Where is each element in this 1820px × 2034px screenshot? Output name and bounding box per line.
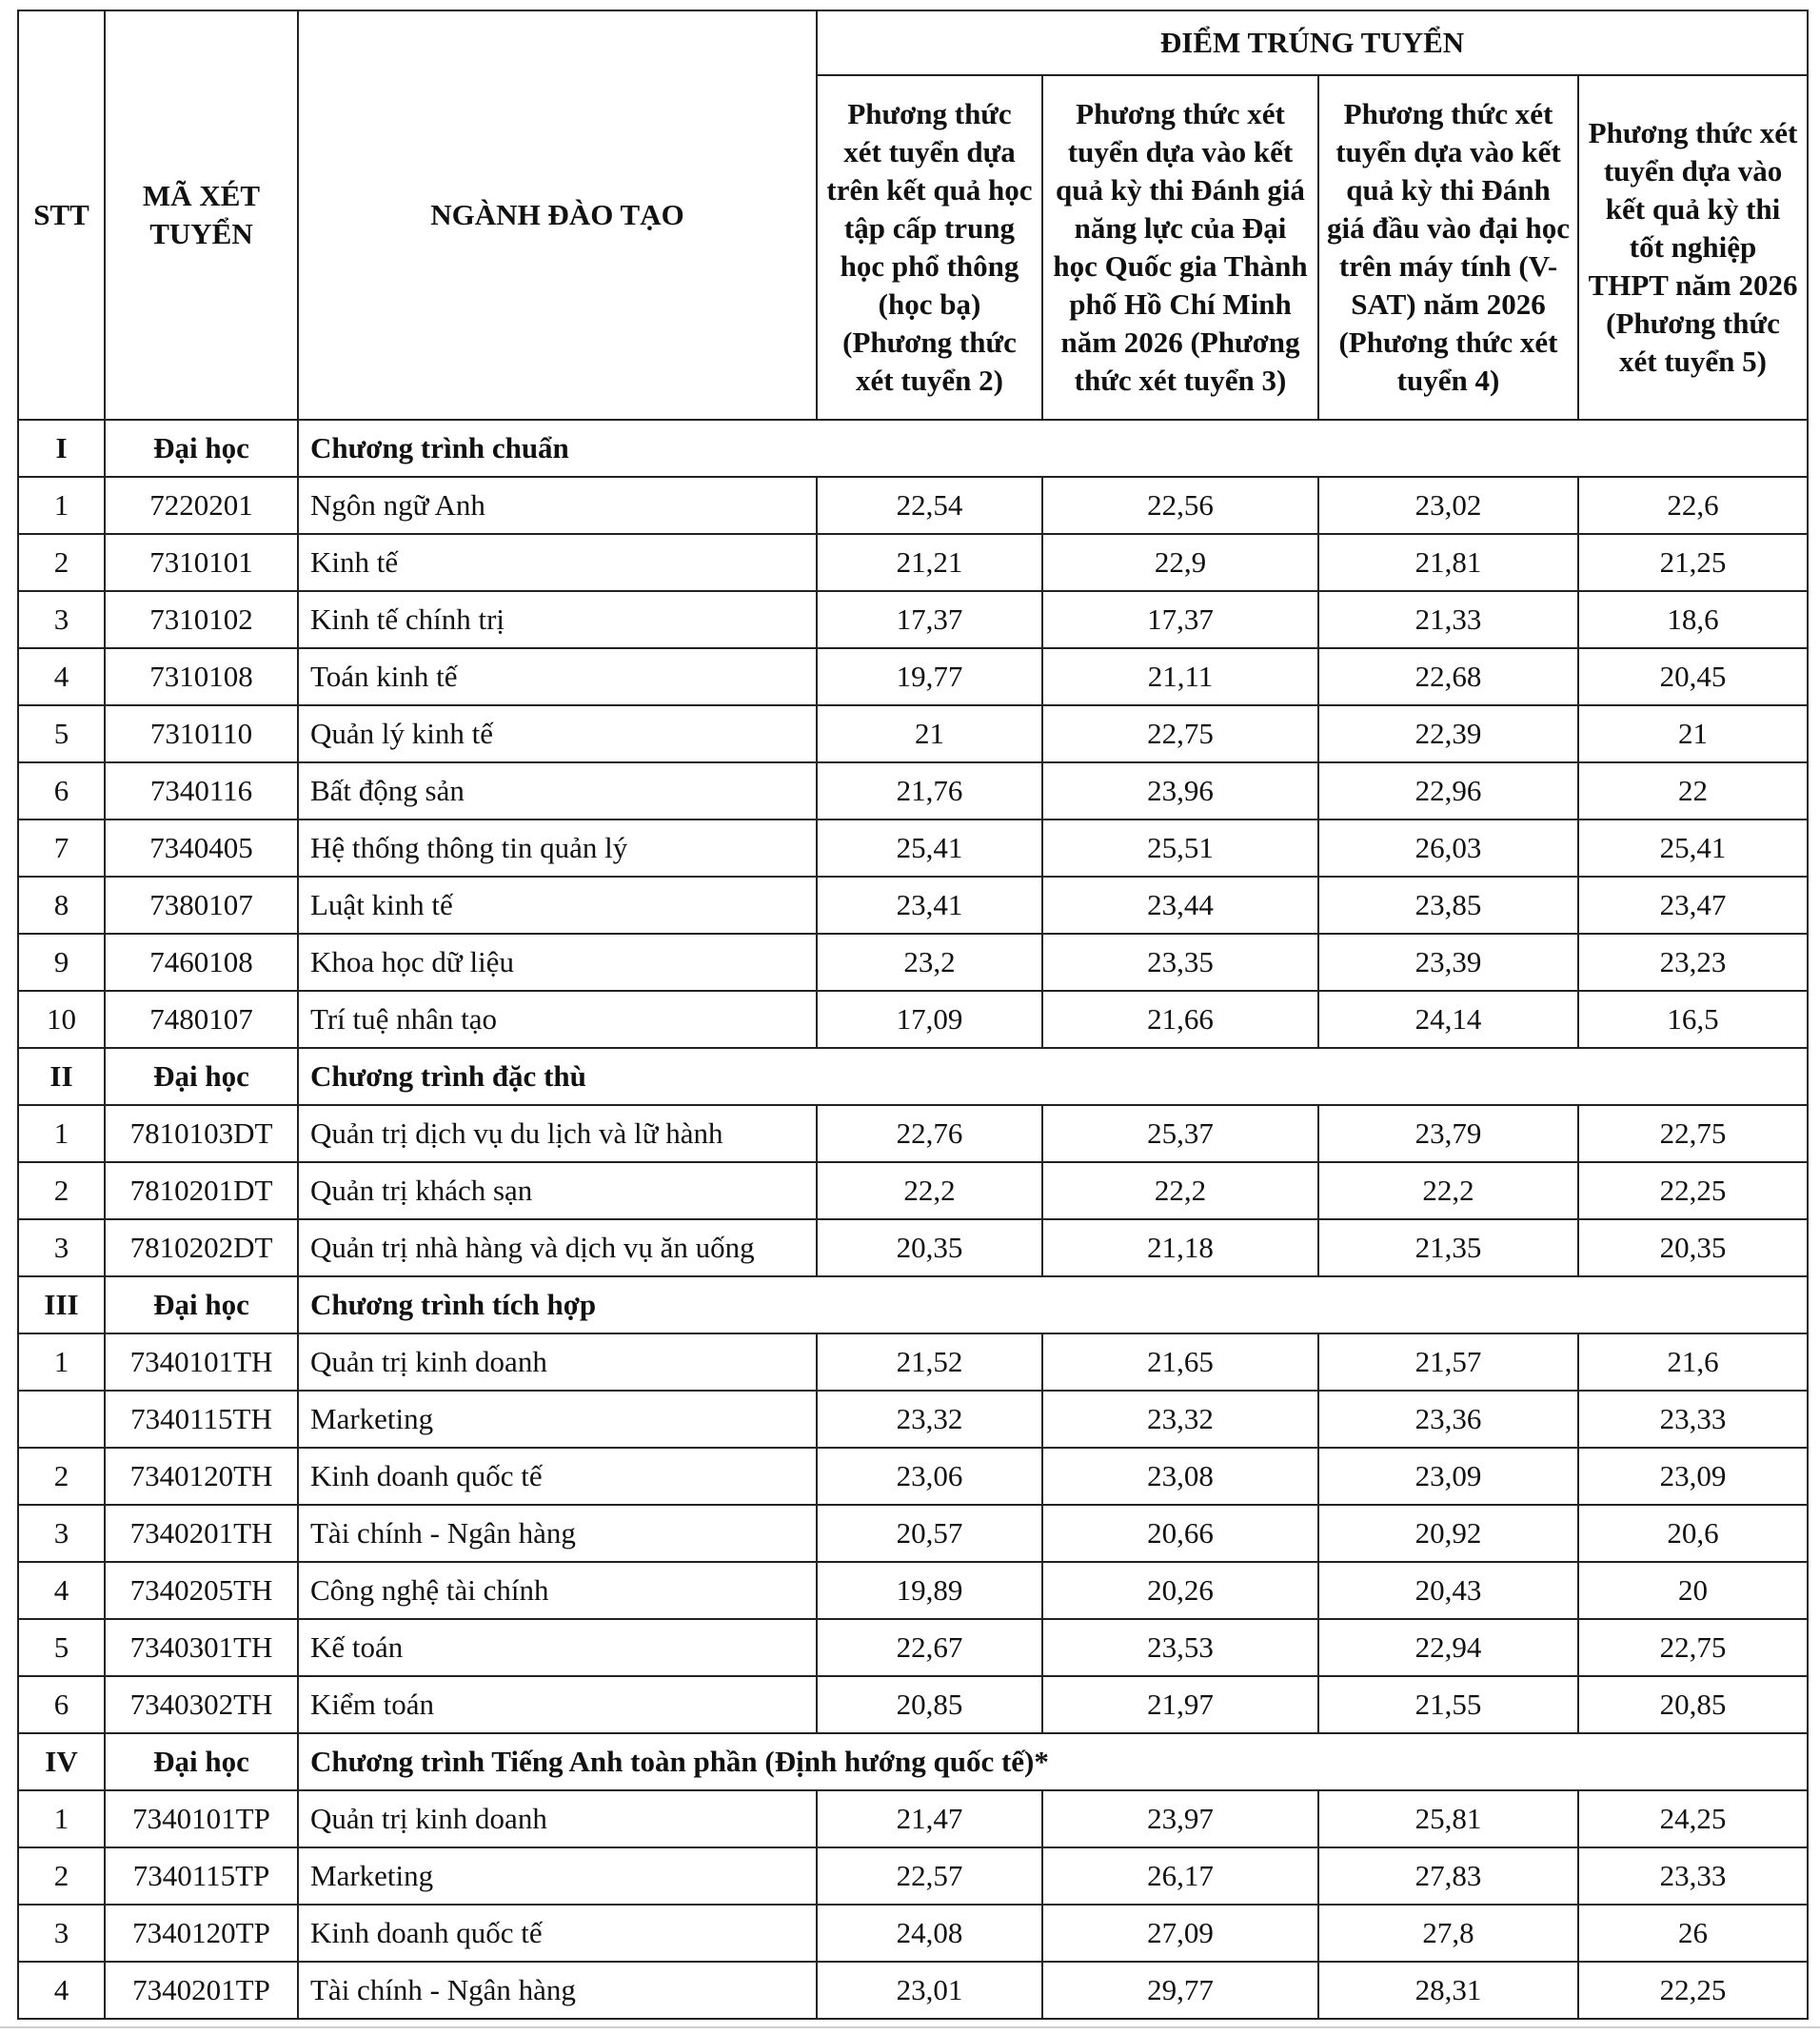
section-row	[18, 1276, 1808, 1333]
row-score-method-4: 27,83	[1318, 1847, 1578, 1905]
row-code: 7340115TP	[105, 1847, 298, 1905]
section-row	[18, 1733, 1808, 1790]
row-score-method-3: 17,37	[1042, 591, 1318, 648]
row-score-method-2: 22,76	[817, 1105, 1042, 1162]
table-row	[18, 1905, 1808, 1962]
admission-score-table	[17, 10, 1809, 2020]
row-major: Kinh tế	[298, 534, 817, 591]
row-stt: 4	[18, 1562, 105, 1619]
table-row	[18, 477, 1808, 534]
row-score-method-2: 20,85	[817, 1676, 1042, 1733]
row-score-method-5: 23,47	[1578, 877, 1808, 934]
row-score-method-5: 24,25	[1578, 1790, 1808, 1847]
table-row	[18, 934, 1808, 991]
row-score-method-4: 22,39	[1318, 705, 1578, 762]
row-stt: 3	[18, 1505, 105, 1562]
section-program: Chương trình Tiếng Anh toàn phần (Định hướng quốc tế)*	[298, 1733, 1808, 1790]
row-score-method-4: 22,68	[1318, 648, 1578, 705]
row-score-method-2: 23,41	[817, 877, 1042, 934]
row-code: 7810201DT	[105, 1162, 298, 1219]
row-major: Marketing	[298, 1847, 817, 1905]
table-row	[18, 1162, 1808, 1219]
row-score-method-5: 18,6	[1578, 591, 1808, 648]
row-major: Kiểm toán	[298, 1676, 817, 1733]
row-major: Quản trị kinh doanh	[298, 1333, 817, 1391]
header-method-4: Phương thức xét tuyển dựa vào kết quả kỳ thi Đánh giá đầu vào đại học trên máy tính (V-SAT) năm 2026 (Phương thức xét tuyển 4)	[1318, 75, 1578, 420]
row-score-method-4: 23,36	[1318, 1391, 1578, 1448]
section-level: Đại học	[105, 1276, 298, 1333]
row-major: Bất động sản	[298, 762, 817, 820]
row-score-method-3: 22,56	[1042, 477, 1318, 534]
section-roman: I	[18, 420, 105, 477]
row-code: 7340120TP	[105, 1905, 298, 1962]
row-score-method-5: 23,09	[1578, 1448, 1808, 1505]
row-stt: 9	[18, 934, 105, 991]
table-row	[18, 1619, 1808, 1676]
row-score-method-3: 23,96	[1042, 762, 1318, 820]
row-code: 7340116	[105, 762, 298, 820]
row-score-method-3: 25,37	[1042, 1105, 1318, 1162]
section-program: Chương trình đặc thù	[298, 1048, 1808, 1105]
row-score-method-3: 21,18	[1042, 1219, 1318, 1276]
row-major: Quản trị dịch vụ du lịch và lữ hành	[298, 1105, 817, 1162]
row-stt: 2	[18, 1847, 105, 1905]
row-score-method-4: 23,39	[1318, 934, 1578, 991]
section-program: Chương trình chuẩn	[298, 420, 1808, 477]
row-major: Hệ thống thông tin quản lý	[298, 820, 817, 877]
row-score-method-2: 22,67	[817, 1619, 1042, 1676]
row-major: Khoa học dữ liệu	[298, 934, 817, 991]
row-score-method-2: 21,47	[817, 1790, 1042, 1847]
row-score-method-5: 22,75	[1578, 1619, 1808, 1676]
row-stt: 8	[18, 877, 105, 934]
row-score-method-5: 20,45	[1578, 648, 1808, 705]
row-score-method-4: 21,33	[1318, 591, 1578, 648]
row-score-method-3: 27,09	[1042, 1905, 1318, 1962]
table-row	[18, 591, 1808, 648]
row-score-method-4: 22,2	[1318, 1162, 1578, 1219]
row-score-method-3: 21,66	[1042, 991, 1318, 1048]
row-score-method-2: 17,09	[817, 991, 1042, 1048]
row-major: Quản lý kinh tế	[298, 705, 817, 762]
row-score-method-5: 21,25	[1578, 534, 1808, 591]
header-stt: STT	[18, 10, 105, 420]
row-score-method-2: 21	[817, 705, 1042, 762]
row-score-method-2: 20,35	[817, 1219, 1042, 1276]
row-code: 7340201TP	[105, 1962, 298, 2019]
row-score-method-5: 22,6	[1578, 477, 1808, 534]
row-score-method-4: 28,31	[1318, 1962, 1578, 2019]
row-score-method-5: 22,25	[1578, 1962, 1808, 2019]
row-major: Công nghệ tài chính	[298, 1562, 817, 1619]
table-row	[18, 1333, 1808, 1391]
row-score-method-2: 19,89	[817, 1562, 1042, 1619]
row-code: 7220201	[105, 477, 298, 534]
row-score-method-3: 26,17	[1042, 1847, 1318, 1905]
row-score-method-4: 25,81	[1318, 1790, 1578, 1847]
table-row	[18, 1505, 1808, 1562]
row-stt: 3	[18, 1219, 105, 1276]
row-major: Quản trị kinh doanh	[298, 1790, 817, 1847]
row-score-method-5: 23,23	[1578, 934, 1808, 991]
row-stt: 1	[18, 477, 105, 534]
row-major: Kế toán	[298, 1619, 817, 1676]
row-code: 7340205TH	[105, 1562, 298, 1619]
row-stt: 5	[18, 705, 105, 762]
row-stt: 6	[18, 762, 105, 820]
section-program: Chương trình tích hợp	[298, 1276, 1808, 1333]
row-score-method-4: 23,02	[1318, 477, 1578, 534]
bottom-rule	[0, 2026, 1820, 2028]
table-row	[18, 1391, 1808, 1448]
table-row	[18, 820, 1808, 877]
row-stt: 1	[18, 1333, 105, 1391]
row-code: 7810103DT	[105, 1105, 298, 1162]
row-score-method-2: 25,41	[817, 820, 1042, 877]
header-diem-trung-tuyen: ĐIỂM TRÚNG TUYỂN	[817, 10, 1808, 75]
row-stt: 1	[18, 1790, 105, 1847]
table-body	[18, 420, 1808, 2019]
row-major: Kinh doanh quốc tế	[298, 1448, 817, 1505]
row-major: Trí tuệ nhân tạo	[298, 991, 817, 1048]
row-code: 7310110	[105, 705, 298, 762]
row-major: Ngôn ngữ Anh	[298, 477, 817, 534]
row-score-method-3: 22,9	[1042, 534, 1318, 591]
table-row	[18, 1219, 1808, 1276]
row-score-method-3: 23,53	[1042, 1619, 1318, 1676]
row-stt: 2	[18, 1448, 105, 1505]
row-code: 7340302TH	[105, 1676, 298, 1733]
row-code: 7460108	[105, 934, 298, 991]
section-roman: II	[18, 1048, 105, 1105]
table-row	[18, 991, 1808, 1048]
row-score-method-2: 23,32	[817, 1391, 1042, 1448]
row-score-method-5: 23,33	[1578, 1847, 1808, 1905]
row-score-method-3: 20,26	[1042, 1562, 1318, 1619]
row-score-method-3: 29,77	[1042, 1962, 1318, 2019]
section-row	[18, 1048, 1808, 1105]
header-method-3: Phương thức xét tuyển dựa vào kết quả kỳ thi Đánh giá năng lực của Đại học Quốc gia Thành phố Hồ Chí Minh năm 2026 (Phương thức xét tuyển 3)	[1042, 75, 1318, 420]
table-row	[18, 877, 1808, 934]
row-code: 7340101TP	[105, 1790, 298, 1847]
row-score-method-2: 21,76	[817, 762, 1042, 820]
row-stt	[18, 1391, 105, 1448]
row-code: 7340120TH	[105, 1448, 298, 1505]
row-score-method-5: 26	[1578, 1905, 1808, 1962]
table-row	[18, 762, 1808, 820]
row-stt: 3	[18, 1905, 105, 1962]
section-row	[18, 420, 1808, 477]
row-score-method-5: 20,6	[1578, 1505, 1808, 1562]
row-code: 7380107	[105, 877, 298, 934]
row-score-method-4: 23,85	[1318, 877, 1578, 934]
table-row	[18, 648, 1808, 705]
row-score-method-2: 23,01	[817, 1962, 1042, 2019]
row-major: Quản trị khách sạn	[298, 1162, 817, 1219]
section-roman: III	[18, 1276, 105, 1333]
row-code: 7340101TH	[105, 1333, 298, 1391]
row-score-method-3: 21,11	[1042, 648, 1318, 705]
table-row	[18, 1847, 1808, 1905]
row-score-method-2: 20,57	[817, 1505, 1042, 1562]
row-score-method-5: 23,33	[1578, 1391, 1808, 1448]
row-score-method-4: 26,03	[1318, 820, 1578, 877]
row-score-method-2: 23,06	[817, 1448, 1042, 1505]
section-level: Đại học	[105, 420, 298, 477]
row-score-method-3: 23,32	[1042, 1391, 1318, 1448]
row-code: 7310101	[105, 534, 298, 591]
row-score-method-2: 17,37	[817, 591, 1042, 648]
section-level: Đại học	[105, 1733, 298, 1790]
row-score-method-3: 23,97	[1042, 1790, 1318, 1847]
row-score-method-3: 25,51	[1042, 820, 1318, 877]
row-score-method-3: 23,44	[1042, 877, 1318, 934]
row-score-method-5: 16,5	[1578, 991, 1808, 1048]
row-stt: 10	[18, 991, 105, 1048]
section-roman: IV	[18, 1733, 105, 1790]
row-stt: 4	[18, 648, 105, 705]
header-method-5: Phương thức xét tuyển dựa vào kết quả kỳ thi tốt nghiệp THPT năm 2026 (Phương thức xét tuyển 5)	[1578, 75, 1808, 420]
row-major: Toán kinh tế	[298, 648, 817, 705]
row-score-method-2: 22,2	[817, 1162, 1042, 1219]
row-score-method-2: 22,54	[817, 477, 1042, 534]
row-score-method-5: 20,35	[1578, 1219, 1808, 1276]
row-major: Tài chính - Ngân hàng	[298, 1505, 817, 1562]
row-score-method-4: 20,43	[1318, 1562, 1578, 1619]
header-method-2: Phương thức xét tuyển dựa trên kết quả học tập cấp trung học phổ thông (học bạ) (Phương thức xét tuyển 2)	[817, 75, 1042, 420]
table-row	[18, 1562, 1808, 1619]
row-code: 7310102	[105, 591, 298, 648]
row-score-method-3: 22,75	[1042, 705, 1318, 762]
row-score-method-4: 21,55	[1318, 1676, 1578, 1733]
header-nganh-dao-tao: NGÀNH ĐÀO TẠO	[298, 10, 817, 420]
row-score-method-3: 20,66	[1042, 1505, 1318, 1562]
row-score-method-5: 25,41	[1578, 820, 1808, 877]
row-score-method-2: 23,2	[817, 934, 1042, 991]
table-row	[18, 705, 1808, 762]
row-score-method-5: 21	[1578, 705, 1808, 762]
row-major: Kinh tế chính trị	[298, 591, 817, 648]
row-major: Kinh doanh quốc tế	[298, 1905, 817, 1962]
row-score-method-2: 21,52	[817, 1333, 1042, 1391]
row-score-method-2: 21,21	[817, 534, 1042, 591]
row-score-method-4: 20,92	[1318, 1505, 1578, 1562]
row-score-method-4: 23,79	[1318, 1105, 1578, 1162]
table-row	[18, 1448, 1808, 1505]
row-stt: 5	[18, 1619, 105, 1676]
row-stt: 3	[18, 591, 105, 648]
row-score-method-5: 22,25	[1578, 1162, 1808, 1219]
row-code: 7340301TH	[105, 1619, 298, 1676]
row-score-method-4: 21,35	[1318, 1219, 1578, 1276]
row-score-method-3: 21,65	[1042, 1333, 1318, 1391]
row-score-method-4: 22,94	[1318, 1619, 1578, 1676]
table-row	[18, 1962, 1808, 2019]
table-row	[18, 1676, 1808, 1733]
row-score-method-4: 22,96	[1318, 762, 1578, 820]
row-score-method-2: 19,77	[817, 648, 1042, 705]
row-score-method-3: 21,97	[1042, 1676, 1318, 1733]
row-major: Tài chính - Ngân hàng	[298, 1962, 817, 2019]
row-code: 7480107	[105, 991, 298, 1048]
row-stt: 2	[18, 1162, 105, 1219]
row-score-method-2: 22,57	[817, 1847, 1042, 1905]
table-row	[18, 534, 1808, 591]
table-row	[18, 1105, 1808, 1162]
row-score-method-3: 22,2	[1042, 1162, 1318, 1219]
row-score-method-4: 24,14	[1318, 991, 1578, 1048]
row-score-method-5: 20,85	[1578, 1676, 1808, 1733]
row-score-method-3: 23,35	[1042, 934, 1318, 991]
row-stt: 1	[18, 1105, 105, 1162]
table-row	[18, 1790, 1808, 1847]
row-score-method-2: 24,08	[817, 1905, 1042, 1962]
row-score-method-4: 21,57	[1318, 1333, 1578, 1391]
row-score-method-5: 22	[1578, 762, 1808, 820]
row-score-method-4: 21,81	[1318, 534, 1578, 591]
row-score-method-4: 27,8	[1318, 1905, 1578, 1962]
row-major: Quản trị nhà hàng và dịch vụ ăn uống	[298, 1219, 817, 1276]
row-code: 7310108	[105, 648, 298, 705]
row-score-method-4: 23,09	[1318, 1448, 1578, 1505]
row-stt: 4	[18, 1962, 105, 2019]
row-major: Luật kinh tế	[298, 877, 817, 934]
row-code: 7340201TH	[105, 1505, 298, 1562]
row-score-method-5: 22,75	[1578, 1105, 1808, 1162]
row-stt: 7	[18, 820, 105, 877]
header-ma-xet-tuyen: MÃ XÉT TUYỂN	[105, 10, 298, 420]
row-score-method-5: 20	[1578, 1562, 1808, 1619]
row-major: Marketing	[298, 1391, 817, 1448]
row-score-method-3: 23,08	[1042, 1448, 1318, 1505]
row-code: 7340115TH	[105, 1391, 298, 1448]
row-stt: 6	[18, 1676, 105, 1733]
section-level: Đại học	[105, 1048, 298, 1105]
row-code: 7810202DT	[105, 1219, 298, 1276]
row-code: 7340405	[105, 820, 298, 877]
row-score-method-5: 21,6	[1578, 1333, 1808, 1391]
row-stt: 2	[18, 534, 105, 591]
